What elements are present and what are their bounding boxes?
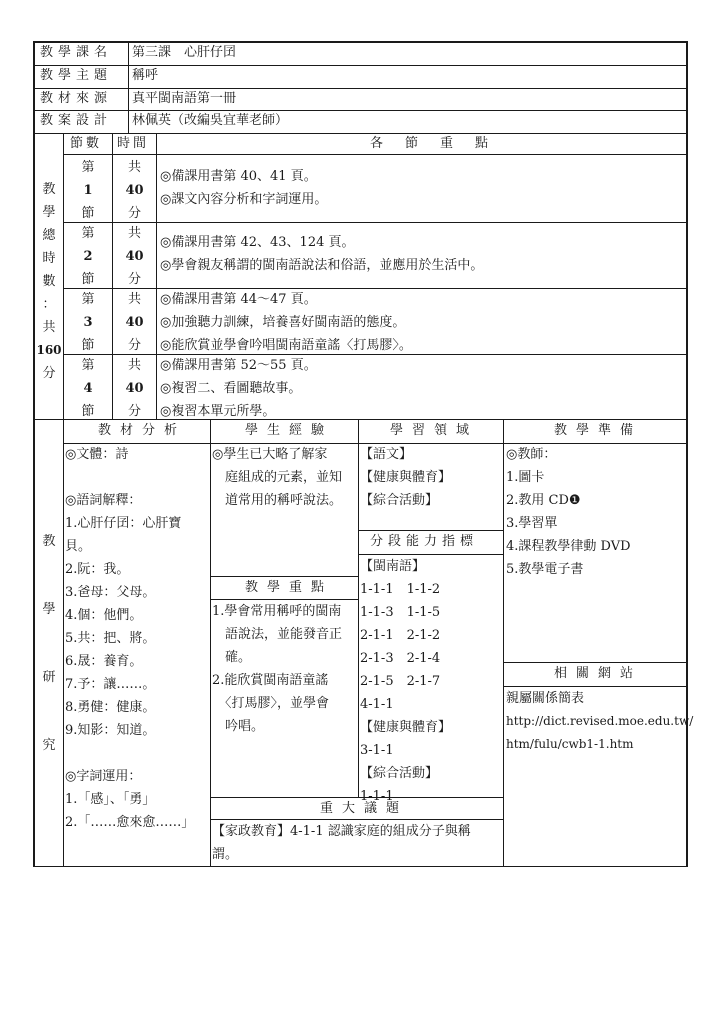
course-name-label: 教學課名	[40, 45, 113, 60]
course-name-value: 第三課 心肝仔囝	[132, 45, 237, 60]
preparation-header: 教學準備	[554, 423, 643, 438]
major-issues-header: 重大議題	[320, 801, 409, 816]
designer-label: 教案設計	[40, 113, 113, 128]
student-experience-content: ◎學生已大略了解家 庭組成的元素，並知 道常用的稱呼說法。	[212, 447, 343, 508]
website-link[interactable]: http://dict.revised.moe.edu.tw/	[506, 714, 694, 728]
theme-label: 教學主題	[40, 68, 113, 83]
session-3: 第 3 節	[81, 292, 95, 353]
session-1: 第 1 節	[81, 160, 95, 221]
session-2-points: ◎備課用書第 42、43、124 頁。 ◎學會親友稱謂的閩南語說法和俗語，並應用於生活中。	[160, 235, 484, 273]
teaching-research-label: 教 學 研 究	[42, 534, 56, 753]
material-analysis-content: ◎文體：詩 ◎語詞解釋： 1.心肝仔囝：心肝寶 貝。 2.阮：我。 3.爸母：父母。 4.個：他們。 5.共：把、將。 6.晟：養育。 7.予：讓……。 8.勇健：健康。 9.知影：知道。 ◎字詞運用： 1.「感」、「勇」 2.「……愈來愈……」	[65, 447, 195, 830]
student-experience-header: 學生經驗	[245, 423, 334, 438]
session-2: 第 2 節	[81, 226, 95, 287]
material-analysis-header: 教材分析	[98, 423, 187, 438]
source-label: 教材來源	[40, 91, 113, 106]
learning-domain-content: 【語文】 【健康與體育】 【綜合活動】	[360, 447, 452, 508]
session-1-points: ◎備課用書第 40、41 頁。 ◎課文內容分析和字詞運用。	[160, 169, 328, 207]
learning-domain-header: 學習領域	[390, 423, 479, 438]
websites-content: 親屬關係簡表 http://dict.revised.moe.edu.tw/ htm/fulu/cwb1-1.htm	[506, 687, 693, 756]
col-focus-header: 各節重點	[370, 136, 511, 151]
teaching-focus-header: 教學重點	[245, 580, 334, 595]
session-3-points: ◎備課用書第 44～47 頁。 ◎加強聽力訓練，培養喜好閩南語的態度。 ◎能欣賞並學會吟唱閩南語童謠〈打馬膠〉。	[160, 292, 412, 353]
col-time-header: 時間	[117, 136, 150, 151]
competency-content: 【閩南語】 1-1-1 1-1-2 1-1-3 1-1-5 2-1-1 2-1-2 2-1-3 2-1-4 2-1-5 2-1-7 4-1-1 【健康與體育】 3-1-1 【綜合活動】 1-1-1	[360, 559, 452, 804]
major-issues-content: 【家政教育】4-1-1 認識家庭的組成分子與稱 謂。	[212, 824, 471, 862]
designer-value: 林佩英（改編吳宜華老師）	[132, 113, 289, 128]
time-3: 共 40 分	[125, 292, 144, 353]
time-1: 共 40 分	[125, 160, 144, 221]
session-4: 第 4 節	[81, 358, 95, 419]
session-4-points: ◎備課用書第 52～55 頁。 ◎複習二、看圖聽故事。 ◎複習本單元所學。	[160, 358, 317, 419]
source-value: 真平閩南語第一冊	[132, 91, 237, 106]
time-4: 共 40 分	[125, 358, 144, 419]
teaching-focus-content: 1.學會常用稱呼的閩南 語說法，並能發音正 確。 2.能欣賞閩南語童謠 〈打馬膠〉，並學會 吟唱。	[212, 604, 343, 734]
theme-value: 稱呼	[132, 68, 159, 83]
preparation-content: ◎教師： 1.圖卡 2.教用 CD❶ 3.學習單 4.課程教學律動 DVD 5.教學電子書	[506, 447, 631, 577]
total-hours-label: 教 學 總 時 數 ： 共 160 分	[36, 182, 62, 381]
competency-header: 分段能力指標	[370, 534, 479, 549]
websites-header: 相關網站	[554, 666, 643, 681]
website-link-cont[interactable]: htm/fulu/cwb1-1.htm	[506, 737, 634, 751]
time-2: 共 40 分	[125, 226, 144, 287]
col-sessions-header: 節數	[70, 136, 103, 151]
